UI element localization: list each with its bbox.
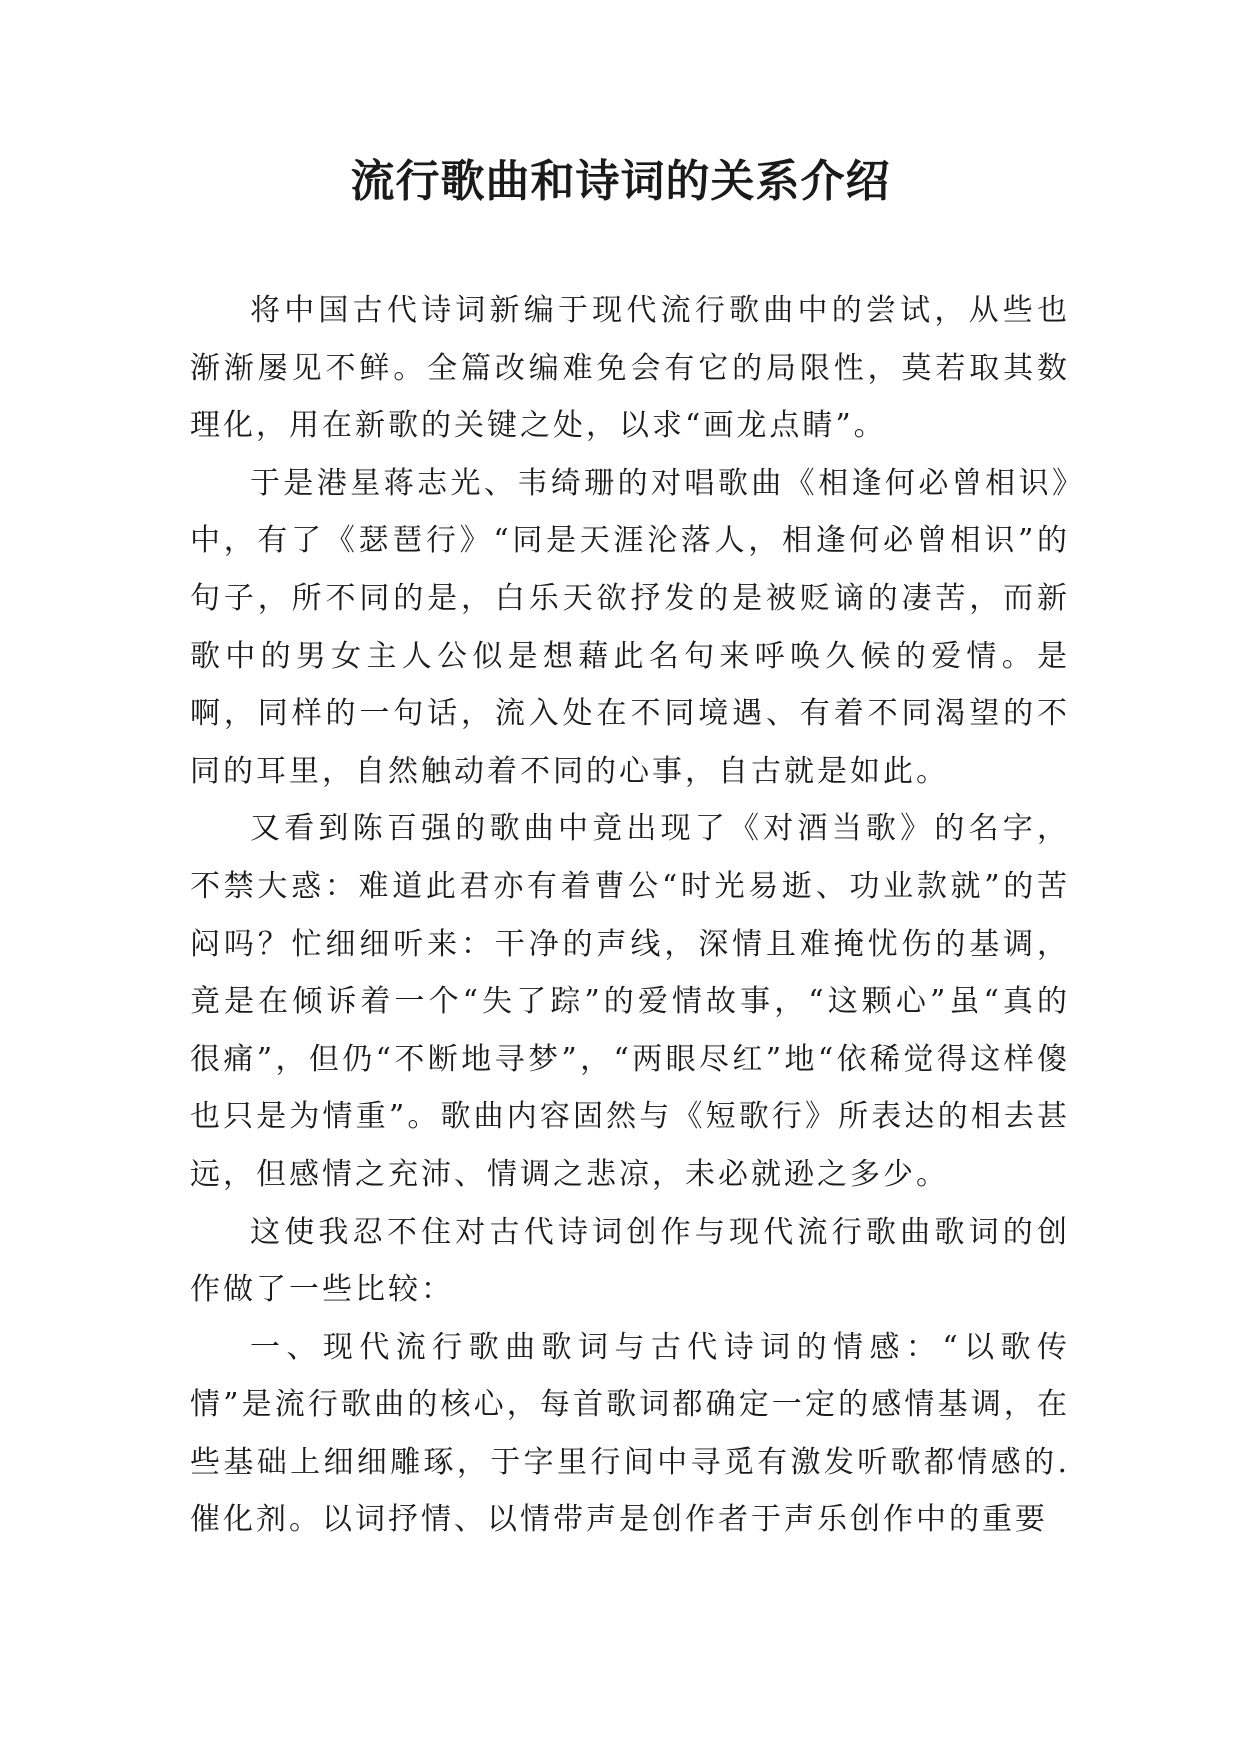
paragraph-1: 将中国古代诗词新编于现代流行歌曲中的尝试，从些也渐渐屡见不鲜。全篇改编难免会有它的局限性，莫若取其数理化，用在新歌的关键之处，以求“画龙点睛”。 — [190, 293, 1070, 444]
paragraph-5: 一、现代流行歌曲歌词与古代诗词的情感：“以歌传情”是流行歌曲的核心，每首歌词都确定一定的感情基调，在些基础上细细雕琢，于字里行间中寻觅有激发听歌都情感的.催化剂。以词抒情、以情带声是创作者于声乐创作中的重要 — [190, 1329, 1070, 1538]
paragraph-4: 这使我忍不住对古代诗词创作与现代流行歌曲歌词的创作做了一些比较： — [190, 1214, 1070, 1308]
paragraph-3: 又看到陈百强的歌曲中竟出现了《对酒当歌》的名字，不禁大惑：难道此君亦有着曹公“时光易逝、功业款就”的苦闷吗？忙细细听来：干净的声线，深情且难掩忧伤的基调，竟是在倾诉着一个“失了踪”的爱情故事，“这颗心”虽“真的很痛”，但仍“不断地寻梦”，“两眼尽红”地“依稀觉得这样傻也只是为情重”。歌曲内容固然与《短歌行》所表达的相去甚远，但感情之充沛、情调之悲凉，未必就逊之多少。 — [190, 811, 1070, 1192]
document-body — [190, 282, 1070, 1549]
paragraph-2: 于是港星蒋志光、韦绮珊的对唱歌曲《相逢何必曾相识》中，有了《瑟琶行》“同是天涯沦落人，相逢何必曾相识”的句子，所不同的是，白乐天欲抒发的是被贬谪的凄苦，而新歌中的男女主人公似是想藉此名句来呼唤久候的爱情。是啊，同样的一句话，流入处在不同境遇、有着不同渴望的不同的耳里，自然触动着不同的心事，自古就是如此。 — [190, 465, 1070, 789]
document-title: 流行歌曲和诗词的关系介绍 — [350, 156, 891, 207]
